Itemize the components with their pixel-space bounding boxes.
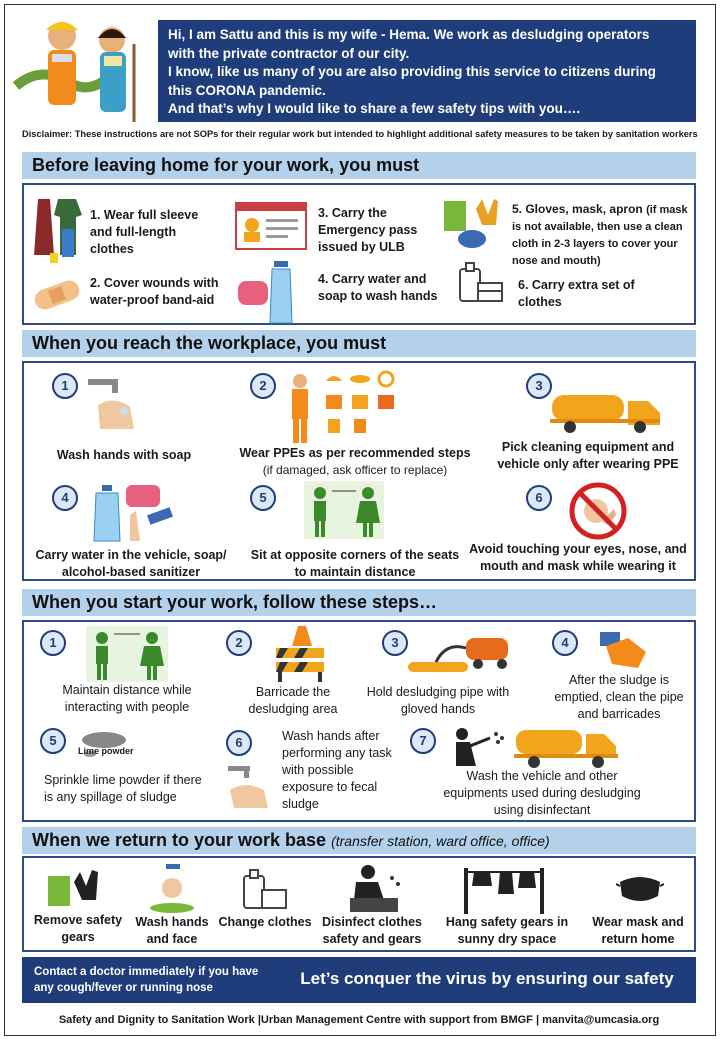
section-start-work (22, 620, 696, 822)
work-step-6: Wash hands after performing any task with possible exposure to fecal sludge (282, 729, 392, 811)
section-return-base (22, 856, 696, 952)
workplace-step-5: Sit at opposite corners of the seats to maintain distance (250, 548, 460, 579)
workplace-step-3: Pick cleaning equipment and vehicle only after wearing PPE (497, 440, 679, 471)
work-step-4: After the sludge is emptied, clean the pipe and barricades (554, 673, 684, 721)
disinfect-clothes-icon (344, 862, 404, 914)
disinfect-vehicle-icon (454, 724, 622, 770)
before-item-3: 3. Carry the Emergency pass issued by ULB (318, 206, 418, 254)
return-step-6: Wear mask and return home (592, 915, 684, 946)
intro-line: with the private contractor of our city. (168, 45, 410, 61)
intro-line: I know, like us many of you are also providing this service to citizens during (168, 64, 656, 79)
step-number: 6 (526, 485, 552, 511)
intro-message (158, 20, 696, 122)
intro-line: this CORONA pandemic. (168, 82, 326, 98)
return-step-3: Change clothes (218, 915, 312, 929)
step-number: 3 (526, 373, 552, 399)
workplace-step-6: Avoid touching your eyes, nose, and mouth and mask while wearing it (469, 542, 687, 573)
wash-hands-tap-icon (224, 764, 274, 810)
extra-clothes-icon (456, 261, 506, 305)
intro-line: Hi, I am Sattu and this is my wife - Hema. We work as desludging operators (168, 27, 650, 42)
section-title-subtitle: (transfer station, ward office, office) (331, 833, 550, 849)
step-number: 4 (552, 630, 578, 656)
footer-banner (22, 957, 696, 1003)
return-step-2: Wash hands and face (135, 915, 209, 946)
section-title-before-leaving: Before leaving home for your work, you must (22, 152, 696, 179)
before-item-5 (512, 201, 694, 269)
before-item-5-note: (if mask is not available, then use a clean cloth in 2-3 layers to cover your nose and mouth) (512, 204, 688, 267)
before-item-2: 2. Cover wounds with water-proof band-aid (90, 276, 219, 307)
disclaimer: Disclaimer: These instructions are not SOPs for their regular work but intended to highlight additional safety measures to be taken by sanitation workers (22, 129, 698, 139)
before-item-1: 1. Wear full sleeve and full-length clothes (90, 208, 199, 256)
step-number: 3 (382, 630, 408, 656)
wash-face-icon (146, 862, 200, 914)
ppe-icon (280, 369, 410, 449)
workplace-step-4: Carry water in the vehicle, soap/ alcohol-based sanitizer (35, 548, 227, 579)
tanker-truck-icon (548, 389, 664, 435)
social-distance-icon (304, 481, 384, 539)
clothes-icon (30, 195, 86, 265)
step-number: 6 (226, 730, 252, 756)
work-step-1: Maintain distance while interacting with people (62, 683, 192, 714)
step-number: 1 (40, 630, 66, 656)
workplace-step-2-note: (if damaged, ask officer to replace) (262, 463, 448, 477)
desludging-pipe-icon (406, 632, 518, 680)
distance-interaction-icon (86, 626, 168, 682)
wash-hands-icon (84, 375, 148, 435)
lime-powder-label: Lime powder (78, 746, 134, 756)
face-mask-icon (616, 872, 664, 906)
step-number: 4 (52, 485, 78, 511)
step-number: 7 (410, 728, 436, 754)
step-number: 5 (250, 485, 276, 511)
change-clothes-icon (240, 868, 290, 912)
workplace-step-2: Wear PPEs as per recommended steps (239, 446, 471, 460)
intro-line: And that’s why I would like to share a few safety tips with you…. (168, 101, 581, 116)
workplace-step-1: Wash hands with soap (56, 448, 192, 462)
section-title-main: When we return to your work base (32, 830, 332, 850)
section-title-reach-workplace: When you reach the workplace, you must (22, 330, 696, 357)
return-step-5: Hang safety gears in sunny dry space (445, 915, 569, 946)
cleaning-pipe-icon (594, 628, 654, 672)
step-number: 5 (40, 728, 66, 754)
water-soap-icon (234, 257, 300, 325)
hang-gear-icon (460, 864, 548, 914)
step-number: 1 (52, 373, 78, 399)
work-step-3: Hold desludging pipe with gloved hands (366, 685, 510, 716)
barricade-icon (272, 624, 328, 684)
before-item-5-main: 5. Gloves, mask, apron (512, 202, 647, 216)
step-number: 2 (250, 373, 276, 399)
return-step-1: Remove safety gears (33, 913, 123, 944)
operators-illustration (12, 14, 152, 122)
section-title-return-base (22, 827, 696, 854)
before-item-6: 6. Carry extra set of clothes (518, 278, 635, 309)
work-step-5: Sprinkle lime powder if there is any spillage of sludge (44, 773, 202, 804)
bandaid-icon (32, 275, 82, 315)
section-title-start-work: When you start your work, follow these steps… (22, 589, 696, 616)
remove-gear-icon (46, 866, 110, 910)
step-number: 2 (226, 630, 252, 656)
section-reach-workplace (22, 361, 696, 581)
slogan: Let’s conquer the virus by ensuring our safety (300, 969, 674, 988)
section-before-leaving (22, 183, 696, 325)
work-step-7: Wash the vehicle and other equipments used during desludging using disinfectant (443, 769, 641, 817)
id-card-icon (234, 201, 308, 251)
credits-line: Safety and Dignity to Sanitation Work |Urban Management Centre with support from BMGF | manvita@umcasia.org (58, 1014, 660, 1026)
return-step-4: Disinfect clothes safety and gears (321, 915, 423, 946)
no-touch-face-icon (568, 481, 628, 541)
contact-doctor-note: Contact a doctor immediately if you have any cough/fever or running nose (34, 966, 259, 994)
gloves-mask-apron-icon (442, 195, 508, 251)
work-step-2: Barricade the desludging area (248, 685, 338, 716)
water-sanitizer-icon (90, 481, 180, 543)
before-item-4: 4. Carry water and soap to wash hands (318, 272, 438, 303)
